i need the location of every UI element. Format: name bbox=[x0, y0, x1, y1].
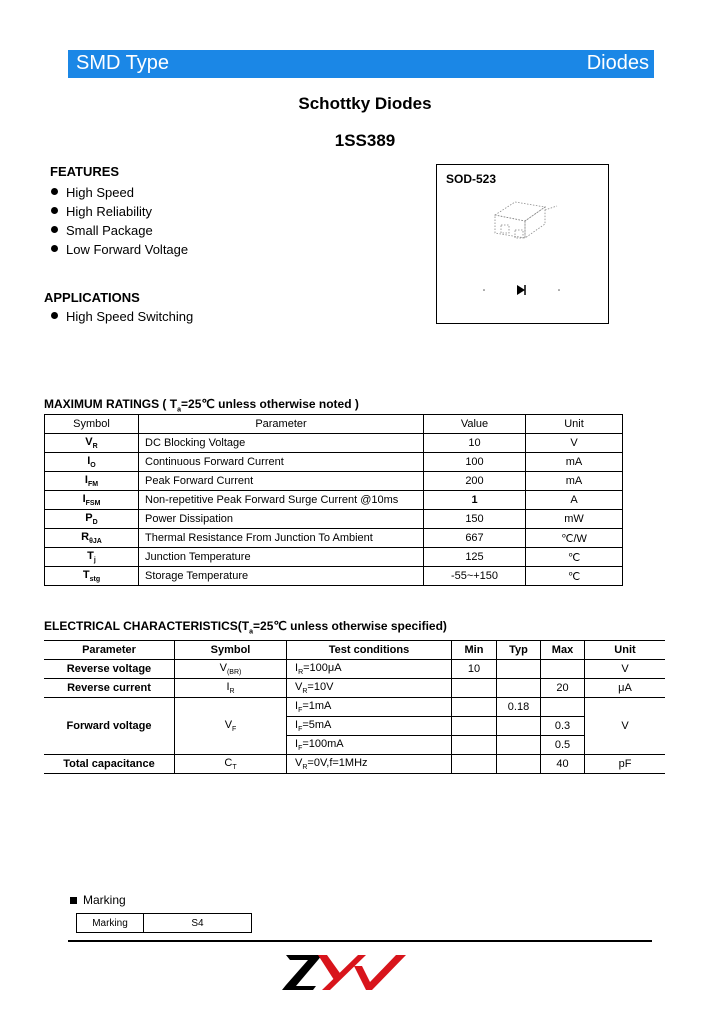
parameter-cell: Power Dissipation bbox=[139, 510, 424, 529]
parameter-cell bbox=[44, 736, 175, 755]
max-ratings-heading: MAXIMUM RATINGS ( $T_a=25℃$ unless otherwise noted ) bbox=[44, 397, 359, 414]
table-row bbox=[45, 567, 623, 586]
square-bullet-icon bbox=[70, 897, 77, 904]
electrical-heading: ELECTRICAL $CHARACTERISTICS(T_a=25℃$ unless otherwise specified) bbox=[44, 619, 447, 636]
symbol-cell bbox=[175, 736, 287, 755]
table-row bbox=[44, 660, 665, 679]
package-box bbox=[436, 164, 609, 324]
symbol-cell: $P_D$ bbox=[45, 510, 139, 529]
list-item: Low Forward Voltage bbox=[51, 240, 188, 259]
table-header-row bbox=[44, 641, 665, 660]
unit-cell: A bbox=[526, 491, 623, 510]
typ-cell bbox=[497, 755, 541, 774]
parameter-cell: Forward voltage bbox=[66, 720, 152, 732]
list-item: High Speed Switching bbox=[51, 309, 193, 324]
parameter-cell bbox=[44, 698, 175, 717]
condition-cell: $V_R=0V,f=1MHz$ bbox=[287, 755, 452, 774]
parameter-cell: Thermal Resistance From Junction To Ambient bbox=[139, 529, 424, 548]
value-cell: 667 bbox=[424, 529, 526, 548]
typ-cell: 0.18 bbox=[497, 698, 541, 717]
symbol-cell: $V_{(BR)}$ bbox=[175, 660, 287, 679]
table-row bbox=[44, 679, 665, 698]
parameter-cell: Storage Temperature bbox=[139, 567, 424, 586]
condition-cell: $I_F=1mA$ bbox=[287, 698, 452, 717]
min-cell: 10 bbox=[452, 660, 497, 679]
marking-label-cell: Marking bbox=[77, 914, 144, 933]
typ-cell bbox=[497, 679, 541, 698]
company-logo bbox=[282, 950, 408, 992]
parameter-cell: Peak Forward Current bbox=[139, 472, 424, 491]
column-header: Typ bbox=[497, 641, 541, 660]
footer-divider bbox=[68, 940, 652, 942]
unit-cell: V bbox=[621, 720, 629, 732]
table-row bbox=[44, 755, 665, 774]
min-cell bbox=[452, 679, 497, 698]
value-cell: 125 bbox=[424, 548, 526, 567]
unit-cell: ℃/W bbox=[526, 529, 623, 548]
marking-value-cell: S4 bbox=[144, 914, 252, 933]
bullet-icon bbox=[51, 245, 58, 252]
unit-cell bbox=[585, 736, 666, 755]
parameter-cell: Total capacitance bbox=[44, 755, 175, 774]
marking-heading: Marking bbox=[70, 893, 126, 907]
table-row bbox=[44, 717, 665, 736]
value-cell: -55~+150 bbox=[424, 567, 526, 586]
max-cell bbox=[541, 698, 585, 717]
value-cell: 150 bbox=[424, 510, 526, 529]
list-item: High Reliability bbox=[51, 202, 188, 221]
symbol-cell: $R_{\theta JA}$ bbox=[45, 529, 139, 548]
symbol-cell: $I_O$ bbox=[45, 453, 139, 472]
max-cell bbox=[541, 660, 585, 679]
list-item: High Speed bbox=[51, 183, 188, 202]
table-row bbox=[45, 491, 623, 510]
table-row bbox=[77, 914, 252, 933]
unit-cell: V bbox=[526, 434, 623, 453]
parameter-cell: Reverse current bbox=[44, 679, 175, 698]
max-cell: 0.5 bbox=[541, 736, 585, 755]
max-cell: 40 bbox=[541, 755, 585, 774]
package-label: SOD-523 bbox=[446, 172, 497, 186]
symbol-cell: $T_{stg}$ bbox=[45, 567, 139, 586]
min-cell bbox=[452, 698, 497, 717]
value-cell: 10 bbox=[424, 434, 526, 453]
parameter-cell: Reverse voltage bbox=[44, 660, 175, 679]
table-row bbox=[44, 698, 665, 717]
unit-cell bbox=[585, 698, 666, 717]
unit-cell: V bbox=[585, 660, 666, 679]
unit-cell: pF bbox=[585, 755, 666, 774]
max-cell: 0.3 bbox=[541, 717, 585, 736]
bullet-icon bbox=[51, 207, 58, 214]
bullet-icon bbox=[51, 226, 58, 233]
electrical-table bbox=[44, 640, 665, 774]
symbol-cell: $I_{FM}$ bbox=[45, 472, 139, 491]
column-header: Parameter bbox=[139, 415, 424, 434]
part-number: 1SS389 bbox=[334, 131, 396, 150]
condition-cell: $I_R=100\mu A$ bbox=[287, 660, 452, 679]
type-label: SMD Type bbox=[76, 52, 169, 74]
features-heading: FEATURES bbox=[50, 164, 120, 179]
column-header: Max bbox=[541, 641, 585, 660]
unit-cell: mW bbox=[526, 510, 623, 529]
column-header: Value bbox=[424, 415, 526, 434]
column-header: Symbol bbox=[175, 641, 287, 660]
table-row bbox=[45, 434, 623, 453]
symbol-cell: $I_R$ bbox=[175, 679, 287, 698]
parameter-cell: Continuous Forward Current bbox=[139, 453, 424, 472]
table-row bbox=[45, 472, 623, 491]
min-cell bbox=[452, 755, 497, 774]
bullet-icon bbox=[51, 188, 58, 195]
column-header: Unit bbox=[526, 415, 623, 434]
symbol-cell: $I_{FSM}$ bbox=[45, 491, 139, 510]
diode-symbol-icon bbox=[477, 282, 567, 298]
unit-cell: mA bbox=[526, 453, 623, 472]
parameter-cell: DC Blocking Voltage bbox=[139, 434, 424, 453]
document-title: Schottky Diodes bbox=[298, 94, 432, 113]
symbol-cell bbox=[175, 698, 287, 717]
marking-table bbox=[76, 913, 252, 933]
max-cell: 20 bbox=[541, 679, 585, 698]
table-row bbox=[45, 453, 623, 472]
unit-cell: mA bbox=[526, 472, 623, 491]
table-row bbox=[45, 548, 623, 567]
symbol-cell: $V_R$ bbox=[45, 434, 139, 453]
value-cell: 200 bbox=[424, 472, 526, 491]
typ-cell bbox=[497, 660, 541, 679]
logo-text: ZXY bbox=[345, 950, 347, 951]
parameter-cell: Junction Temperature bbox=[139, 548, 424, 567]
column-header: Min bbox=[452, 641, 497, 660]
column-header: Parameter bbox=[44, 641, 175, 660]
condition-cell: $I_F=5mA$ bbox=[287, 717, 452, 736]
min-cell bbox=[452, 736, 497, 755]
symbol-cell: $T_j$ bbox=[45, 548, 139, 567]
unit-cell: μA bbox=[585, 679, 666, 698]
package-outline-icon bbox=[487, 190, 567, 260]
condition-cell: $V_R=10V$ bbox=[287, 679, 452, 698]
symbol-cell: $V_F$ bbox=[175, 717, 287, 736]
max-ratings-table bbox=[44, 414, 623, 586]
unit-cell: ℃ bbox=[526, 548, 623, 567]
table-row bbox=[44, 736, 665, 755]
header-banner bbox=[68, 50, 654, 78]
parameter-cell: Non-repetitive Peak Forward Surge Current @10ms bbox=[139, 491, 424, 510]
min-cell bbox=[452, 717, 497, 736]
typ-cell bbox=[497, 717, 541, 736]
column-header: Unit bbox=[585, 641, 666, 660]
value-cell: 100 bbox=[424, 453, 526, 472]
applications-list bbox=[51, 309, 193, 324]
value-cell: 1 bbox=[424, 491, 526, 510]
category-label: Diodes bbox=[586, 52, 649, 74]
bullet-icon bbox=[51, 312, 58, 319]
column-header: Test conditions bbox=[287, 641, 452, 660]
condition-cell: $I_F=100mA$ bbox=[287, 736, 452, 755]
features-list bbox=[51, 183, 188, 259]
unit-cell: ℃ bbox=[526, 567, 623, 586]
symbol-cell: $C_T$ bbox=[175, 755, 287, 774]
column-header: Symbol bbox=[45, 415, 139, 434]
typ-cell bbox=[497, 736, 541, 755]
table-header-row bbox=[45, 415, 623, 434]
table-row bbox=[45, 510, 623, 529]
list-item: Small Package bbox=[51, 221, 188, 240]
applications-heading: APPLICATIONS bbox=[44, 290, 140, 305]
table-row bbox=[45, 529, 623, 548]
